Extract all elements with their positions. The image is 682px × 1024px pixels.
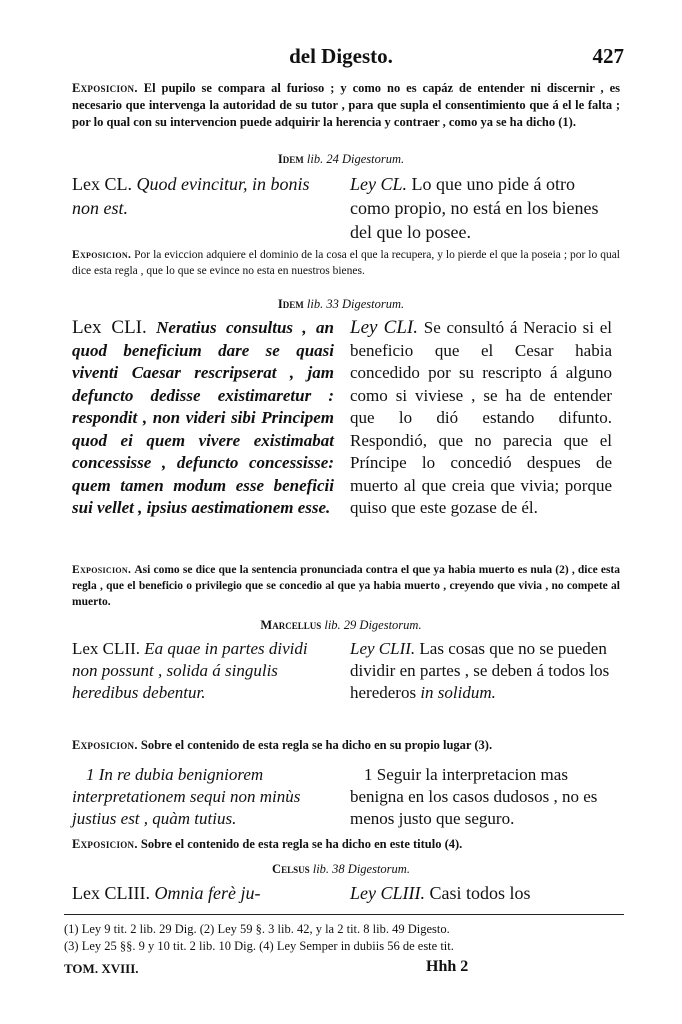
spanish-law-number: Ley CL. — [350, 174, 408, 194]
exposicion-paragraph — [72, 562, 620, 610]
spanish-law-number: Ley CLII. — [350, 639, 416, 658]
spanish-law-text: Se consultó á Neracio si el beneficio que el Cesar habia concedido por su rescripto á alguno como si viviese , se ha de entender que lo dió estando difunto. Respondió, que no parecia que el Príncipe lo concedió despues de muerto al que creia que vivia; porque quiso que este gozase de él. — [350, 318, 613, 517]
latin-law-cl — [72, 172, 334, 220]
latin-law-text: Neratius consultus , an quod beneficium dare se quasi viventi Caesar rescripserat , jam defuncto dedisse existimaretur : respondit , non videri sibi Principem quod ei quem vivere existimabat concessisse , defuncto concessisse: quem tamen modum esse beneficii sui vellet , ipsius aestimationem esse. — [72, 318, 334, 517]
exposicion-label: Exposicion. — [72, 738, 138, 752]
source-book: lib. 24 Digestorum. — [306, 152, 405, 166]
exposicion-label: Exposicion. — [72, 249, 132, 261]
latin-law-text: Quod evincitur, in bonis non est. — [72, 174, 310, 218]
spanish-law-cli — [350, 317, 612, 520]
spanish-law-cl — [350, 172, 612, 244]
latin-law-cliii — [72, 881, 334, 905]
spanish-law-text: Lo que uno pide á otro como propio, no está en los bienes del que lo posee. — [350, 174, 599, 242]
source-book: lib. 33 Digestorum. — [306, 297, 405, 311]
source-book: lib. 29 Digestorum. — [324, 618, 422, 632]
exposicion-text: Por la eviccion adquiere el dominio de la cosa el que la recupera, y lo pierde el que la poseia ; por lo qual dice esta regla , que lo que se evince no esta en nuestros bienes. — [72, 249, 620, 277]
running-title: del Digesto. — [289, 44, 393, 68]
latin-law-number: Lex CLI. — [72, 317, 147, 338]
source-line — [0, 618, 682, 633]
exposicion-paragraph — [72, 737, 620, 754]
spanish-paragraph-text: Seguir la interpretacion mas benigna en los casos dudosos , no es menos justo que seguro. — [350, 765, 598, 828]
volume-marker: TOM. XVIII. — [64, 961, 139, 976]
source-author: Marcellus — [260, 618, 322, 632]
spanish-law-number: Ley CLIII. — [350, 883, 425, 903]
exposicion-paragraph — [72, 247, 620, 279]
spanish-law-number: Ley CLI. — [350, 317, 418, 338]
signature-mark: Hhh 2 — [426, 958, 469, 975]
latin-paragraph-number: 1 — [86, 765, 95, 784]
source-author: Celsus — [272, 862, 310, 876]
latin-law-number: Lex CLIII. — [72, 883, 150, 903]
spanish-law-clii — [350, 638, 612, 704]
spanish-law-text: Casi todos los — [429, 883, 531, 903]
footnote-line: (1) Ley 9 tit. 2 lib. 29 Dig. (2) Ley 59 §. 3 lib. 42, y la 2 tit. 8 lib. 49 Digesto. — [64, 922, 450, 936]
exposicion-text: Asi como se dice que la sentencia pronunciada contra el que ya habia muerto es nula (2) , dice esta regla , que el beneficio o privilegio que se concedio al que ya habia muerto , creyendo que vivia , no compete al muerto. — [72, 564, 620, 608]
source-author: Idem — [277, 152, 304, 166]
spanish-law-text-italic: in solidum. — [420, 683, 496, 702]
exposicion-paragraph — [72, 80, 620, 131]
latin-law-number: Lex CL. — [72, 174, 132, 194]
exposicion-text: El pupilo se compara al furioso ; y como no es capáz de entender ni discernir , es necesario que intervenga la autoridad de su tutor , para que supla el consentimiento que á el le falta ; por lo qual con su intervencion puede adquirir la herencia y contraer , como ya se ha dicho (1). — [72, 81, 621, 129]
running-header — [0, 44, 682, 74]
page-number: 427 — [592, 44, 624, 68]
footnote-line: (3) Ley 25 §§. 9 y 10 tit. 2 lib. 10 Dig. (4) Ley Semper in dubiis 56 de este tit. — [64, 939, 454, 953]
footnote-divider — [64, 914, 624, 915]
page-footer — [64, 960, 624, 978]
latin-law-text: Omnia ferè ju- — [154, 883, 261, 903]
spanish-paragraph-number: 1 — [364, 765, 373, 784]
exposicion-paragraph — [72, 836, 620, 853]
spanish-paragraph-1 — [350, 764, 612, 830]
source-line — [0, 862, 682, 877]
spanish-law-cliii — [350, 881, 612, 905]
latin-law-number: Lex CLII. — [72, 639, 140, 658]
spanish-law-text: Las cosas que no se pueden dividir en partes , se deben á todos los herederos — [350, 639, 610, 702]
source-book: lib. 38 Digestorum. — [312, 862, 410, 876]
latin-law-clii — [72, 638, 334, 704]
source-author: Idem — [277, 297, 304, 311]
exposicion-text: Sobre el contenido de esta regla se ha dicho en su propio lugar (3). — [140, 738, 493, 752]
latin-paragraph-1 — [72, 764, 334, 830]
latin-law-cli — [72, 317, 334, 520]
exposicion-label: Exposicion. — [72, 564, 132, 576]
exposicion-label: Exposicion. — [72, 837, 138, 851]
latin-law-text: Ea quae in partes dividi non possunt , solida á singulis heredibus debentur. — [72, 639, 308, 702]
source-line — [0, 152, 682, 167]
latin-paragraph-text: In re dubia benigniorem interpretationem sequi non minùs justius est , quàm tutius. — [72, 765, 301, 828]
source-line — [0, 297, 682, 312]
exposicion-text: Sobre el contenido de esta regla se ha dicho en este titulo (4). — [140, 837, 463, 851]
exposicion-label: Exposicion. — [72, 81, 138, 95]
